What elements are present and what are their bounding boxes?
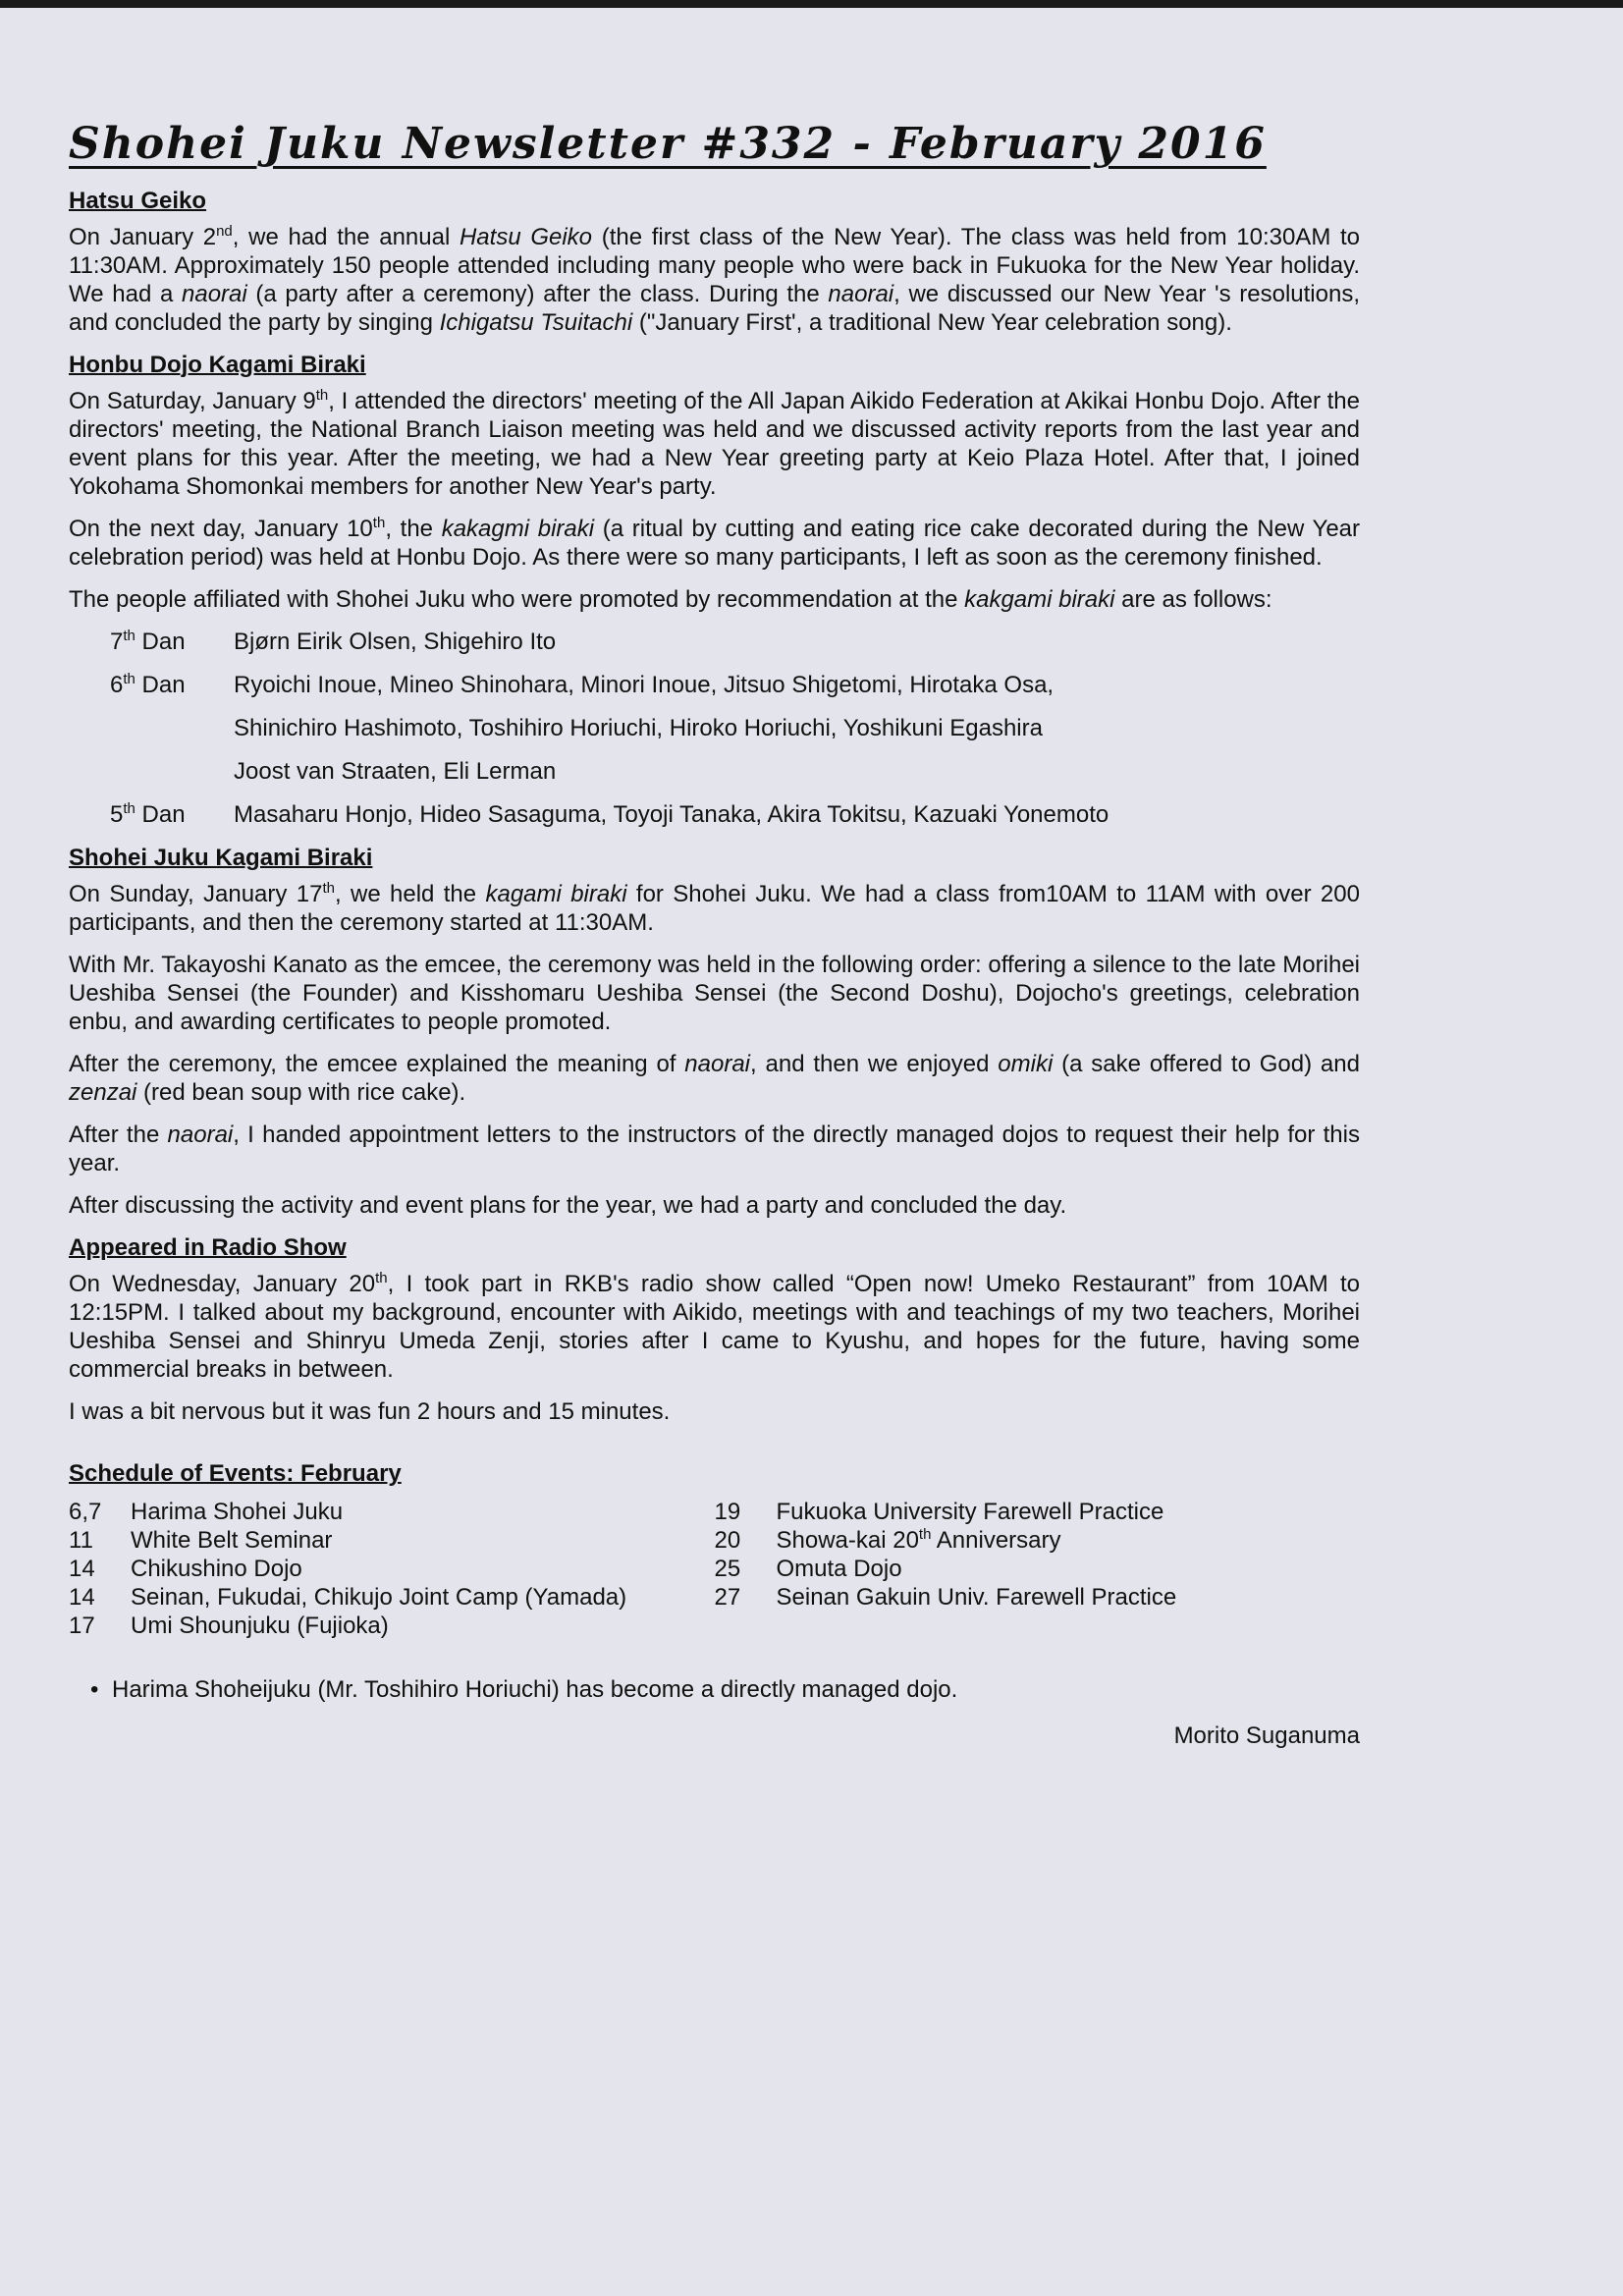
schedule-event-text: Chikushino Dojo bbox=[131, 1556, 302, 1582]
schedule-item bbox=[69, 1612, 715, 1640]
promotion-names-line: Masaharu Honjo, Hideo Sasaguma, Toyoji Tanaka, Akira Tokitsu, Kazuaki Yonemoto bbox=[234, 801, 1109, 828]
italic-term: naorai bbox=[684, 1051, 751, 1077]
schedule-event bbox=[131, 1498, 343, 1526]
text-run: On Wednesday, January 20 bbox=[69, 1271, 376, 1297]
promotion-names-line: Shinichiro Hashimoto, Toshihiro Horiuchi, Hiroko Horiuchi, Yoshikuni Egashira bbox=[234, 715, 1043, 741]
schedule-day: 19 bbox=[714, 1499, 741, 1525]
schedule-table bbox=[69, 1498, 1360, 1640]
schedule-item bbox=[715, 1583, 1361, 1612]
paragraph bbox=[69, 1397, 1360, 1426]
paragraph bbox=[69, 1121, 1360, 1177]
text-run: , the bbox=[385, 516, 442, 542]
text-run: (a sake offered to God) and bbox=[1053, 1051, 1360, 1077]
text-run: The people affiliated with Shohei Juku who were promoted by recommendation at the bbox=[69, 586, 965, 613]
text-run: (the first class of the New Year). The class was held from 10:30AM to 11:30AM. Approximately 150 people attended including many people who were back in Fukuoka for the New Year holiday. We had a bbox=[69, 224, 1360, 307]
paragraph bbox=[69, 223, 1360, 337]
text-run: On Saturday, January 9 bbox=[69, 388, 316, 414]
text-run: , I handed appointment letters to the instructors of the directly managed dojos to request their help for this year. bbox=[69, 1121, 1360, 1176]
text-run: , we had the annual bbox=[232, 224, 460, 250]
schedule-event-tail: Anniversary bbox=[931, 1527, 1061, 1554]
rank-ordinal: th bbox=[123, 628, 135, 644]
schedule-event bbox=[777, 1555, 902, 1583]
promotion-row bbox=[110, 800, 1360, 829]
sections-container bbox=[69, 187, 1360, 1426]
promotion-names-line: Ryoichi Inoue, Mineo Shinohara, Minori Inoue, Jitsuo Shigetomi, Hirotaka Osa, bbox=[234, 672, 1055, 698]
paragraph bbox=[69, 585, 1360, 614]
section-heading: Shohei Juku Kagami Biraki bbox=[69, 845, 373, 871]
ordinal-suffix: th bbox=[322, 880, 335, 897]
text-run: , I attended the directors' meeting of the All Japan Aikido Federation at Akikai Honbu Dojo. After the directors' meeting, the National Branch Liaison meeting was held and we discussed activity reports from the last year and event plans for this year. After the meeting, we had a New Year greeting party at Keio Plaza Hotel. After that, I joined Yokohama Shomonkai members for another New Year's party. bbox=[69, 388, 1360, 500]
schedule-item bbox=[69, 1583, 715, 1612]
schedule-day: 14 bbox=[69, 1584, 95, 1611]
newsletter-title: Shohei Juku Newsletter #332 - February 2016 bbox=[69, 119, 1267, 169]
paragraph bbox=[69, 1270, 1360, 1384]
schedule-event-text: Seinan Gakuin Univ. Farewell Practice bbox=[776, 1584, 1177, 1611]
schedule-event-text: Omuta Dojo bbox=[776, 1556, 902, 1582]
section-heading: Hatsu Geiko bbox=[69, 188, 207, 214]
text-run: (a ritual by cutting and eating rice cake decorated during the New Year celebration period) was held at Honbu Dojo. As there were so many participants, I left as soon as the ceremony finished. bbox=[69, 516, 1361, 571]
schedule-event bbox=[131, 1612, 389, 1640]
promotion-row bbox=[110, 671, 1360, 786]
italic-term: Ichigatsu Tsuitachi bbox=[439, 309, 633, 336]
text-run: With Mr. Takayoshi Kanato as the emcee, the ceremony was held in the following order: offering a silence to the late Morihei Ueshiba Sensei (the Founder) and Kisshomaru Ueshiba Sensei (the Second Doshu), Dojocho's greetings, celebration enbu, and awarding certificates to people promoted. bbox=[69, 952, 1360, 1035]
schedule-event bbox=[131, 1526, 332, 1555]
italic-term: naorai bbox=[182, 281, 247, 307]
schedule-day: 25 bbox=[714, 1556, 741, 1582]
schedule-event-text: Harima Shohei Juku bbox=[131, 1499, 344, 1525]
rank-number: 5 bbox=[110, 801, 124, 828]
rank-suffix: Dan bbox=[135, 629, 186, 655]
note-text: Harima Shoheijuku (Mr. Toshihiro Horiuchi) has become a directly managed dojo. bbox=[112, 1676, 958, 1703]
rank-ordinal: th bbox=[123, 671, 135, 687]
text-run: , and then we enjoyed bbox=[750, 1051, 999, 1077]
text-run: , we held the bbox=[334, 881, 486, 907]
schedule-heading: Schedule of Events: February bbox=[69, 1460, 402, 1487]
ordinal-suffix: th bbox=[372, 515, 386, 531]
schedule-event-text: Showa-kai 20 bbox=[776, 1527, 919, 1554]
schedule-item bbox=[715, 1526, 1361, 1555]
promotion-list bbox=[110, 628, 1360, 829]
text-run: On Sunday, January 17 bbox=[69, 881, 323, 907]
schedule-left-column bbox=[69, 1498, 715, 1640]
rank-number: 7 bbox=[110, 629, 124, 655]
schedule-item bbox=[715, 1555, 1361, 1583]
text-run: (red bean soup with rice cake). bbox=[136, 1079, 466, 1106]
paragraph bbox=[69, 387, 1360, 501]
schedule-day: 6,7 bbox=[69, 1499, 102, 1525]
text-run: are as follows: bbox=[1114, 586, 1272, 613]
schedule-event bbox=[131, 1555, 302, 1583]
ordinal-suffix: th bbox=[315, 387, 329, 404]
rank-suffix: Dan bbox=[135, 801, 186, 828]
schedule-event-text: White Belt Seminar bbox=[131, 1527, 333, 1554]
schedule-day: 27 bbox=[714, 1584, 741, 1611]
italic-term: kagami biraki bbox=[485, 881, 627, 907]
text-run: On January 2 bbox=[69, 224, 217, 250]
signature: Morito Suganuma bbox=[1173, 1722, 1360, 1749]
text-run: I was a bit nervous but it was fun 2 hours and 15 minutes. bbox=[69, 1398, 671, 1425]
section-heading: Appeared in Radio Show bbox=[69, 1234, 347, 1261]
text-run: for Shohei Juku. We had a class from10AM to 11AM with over 200 participants, and then the ceremony started at 11:30AM. bbox=[69, 881, 1360, 936]
paragraph bbox=[69, 1050, 1360, 1107]
schedule-item bbox=[715, 1498, 1361, 1526]
schedule-day: 14 bbox=[69, 1556, 95, 1582]
promotion-names bbox=[234, 671, 1360, 786]
italic-term: omiki bbox=[998, 1051, 1054, 1077]
promotion-names bbox=[234, 800, 1360, 829]
italic-term: zenzai bbox=[69, 1079, 137, 1106]
paragraph bbox=[69, 880, 1360, 937]
newsletter-content bbox=[69, 118, 1360, 1750]
promotion-names bbox=[234, 628, 1360, 656]
bullet-icon: • bbox=[90, 1676, 99, 1703]
promotion-rank bbox=[110, 671, 234, 786]
text-run: After the ceremony, the emcee explained the meaning of bbox=[69, 1051, 685, 1077]
schedule-day: 11 bbox=[69, 1527, 93, 1554]
rank-suffix: Dan bbox=[135, 672, 186, 698]
text-run: (a party after a ceremony) after the class. During the bbox=[246, 281, 829, 307]
schedule-event-text: Umi Shounjuku (Fujioka) bbox=[131, 1613, 389, 1639]
schedule-day: 17 bbox=[69, 1613, 95, 1639]
schedule-event bbox=[131, 1583, 626, 1612]
promotion-names-line: Joost van Straaten, Eli Lerman bbox=[234, 758, 557, 785]
italic-term: Hatsu Geiko bbox=[459, 224, 593, 250]
promotion-rank bbox=[110, 800, 234, 829]
schedule-event-text: Fukuoka University Farewell Practice bbox=[776, 1499, 1164, 1525]
schedule-event bbox=[777, 1526, 1061, 1555]
schedule-item bbox=[69, 1555, 715, 1583]
text-run: , we discussed our New Year 's resolutions, and concluded the party by singing bbox=[69, 281, 1361, 336]
text-run: ("January First', a traditional New Year celebration song). bbox=[632, 309, 1232, 336]
paragraph bbox=[69, 951, 1360, 1036]
schedule-day: 20 bbox=[714, 1527, 741, 1554]
text-run: After the bbox=[69, 1121, 168, 1148]
schedule-right-column bbox=[715, 1498, 1361, 1640]
paragraph bbox=[69, 515, 1360, 572]
schedule-event-ordinal: th bbox=[918, 1526, 932, 1543]
schedule-item bbox=[69, 1498, 715, 1526]
schedule-item bbox=[69, 1526, 715, 1555]
italic-term: kakgami biraki bbox=[964, 586, 1115, 613]
promotion-names-line: Bjørn Eirik Olsen, Shigehiro Ito bbox=[234, 629, 557, 655]
section-heading: Honbu Dojo Kagami Biraki bbox=[69, 352, 366, 378]
text-run: , I took part in RKB's radio show called “Open now! Umeko Restaurant” from 10AM to 12:15PM. I talked about my background, encounter with Aikido, meetings with and teachings of my two teachers, Morihei Ueshiba Sensei and Shinryu Umeda Zenji, stories after I came to Kyushu, and hopes for the future, having some commercial breaks in between. bbox=[69, 1271, 1360, 1383]
ordinal-suffix: nd bbox=[216, 223, 233, 240]
schedule-event bbox=[777, 1583, 1177, 1612]
rank-ordinal: th bbox=[123, 800, 135, 817]
promotion-rank bbox=[110, 628, 234, 656]
ordinal-suffix: th bbox=[375, 1270, 388, 1286]
note-item bbox=[90, 1675, 1360, 1704]
schedule-event bbox=[777, 1498, 1164, 1526]
text-run: After discussing the activity and event plans for the year, we had a party and concluded the day. bbox=[69, 1192, 1067, 1219]
rank-number: 6 bbox=[110, 672, 124, 698]
italic-term: naorai bbox=[828, 281, 894, 307]
schedule-event-text: Seinan, Fukudai, Chikujo Joint Camp (Yamada) bbox=[131, 1584, 627, 1611]
text-run: On the next day, January 10 bbox=[69, 516, 373, 542]
promotion-row bbox=[110, 628, 1360, 656]
italic-term: naorai bbox=[167, 1121, 234, 1148]
italic-term: kakagmi biraki bbox=[441, 516, 595, 542]
paragraph bbox=[69, 1191, 1360, 1220]
